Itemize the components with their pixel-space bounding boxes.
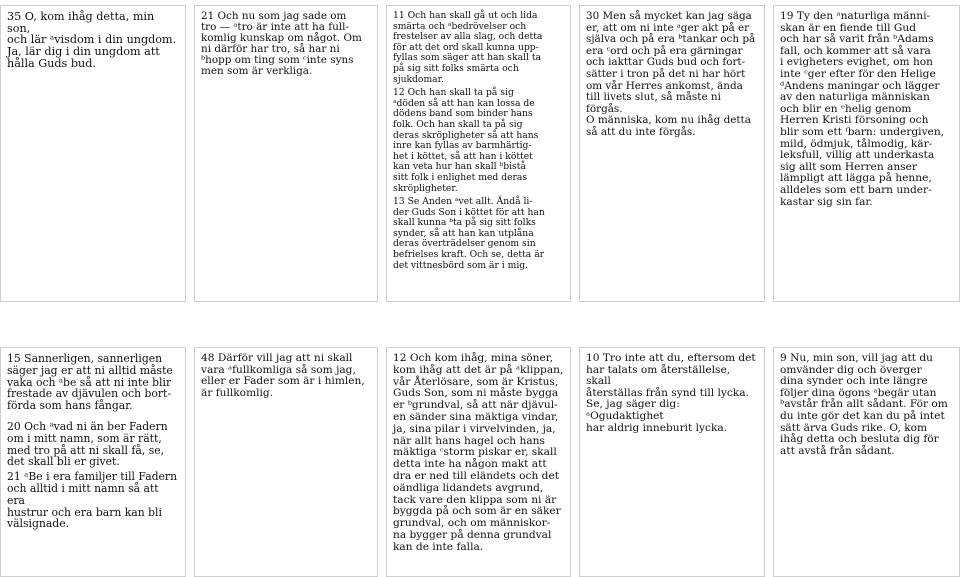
scripture-card-7 [194,347,378,577]
verse-text: 30 Men så mycket kan jag säga er, att om ni inte ᵃger akt på er själva och på era ᵇtankar och på era ᶜord och på era gärningar och iakttar Guds bud och fort- sätter i tron på det ni har hört om vår Herres ankomst, ända till livets slut, så måste ni förgås. O människa, kom nu ihåg detta så att du inte förgås. [586,10,756,138]
verse-text: 21 ᵃBe i era familjer till Fadern och alltid i mitt namn så att era hustrur och era barn kan bli välsignade. [7,470,178,531]
verse-text: 10 Tro inte att du, eftersom det har talats om återställelse, skall återställas från synd till lycka. Se, jag säger dig: ᵃOgudaktighet har aldrig inneburit lycka. [586,352,756,434]
scripture-card-3 [386,5,571,302]
verse-text: 15 Sannerligen, sannerligen säger jag er att ni alltid måste vaka och ᵃbe så att ni inte blir frestade av djävulen och bort- förda som hans fångar. [7,352,173,413]
verse-text: 48 Därför vill jag att ni skall vara ᵃfullkomliga så som jag, eller er Fader som är i himlen, är fullkomlig. [201,352,365,399]
verse-text: 13 Se Anden ᵃvet allt. Ändå li- der Guds Son i köttet för att han skall kunna ᵇta på sig sitt folks synder, så att han kan utplåna deras överträdelser genom sin befrielses kraft. Och se, detta är det vittnesbörd som är i mig. [393,196,545,271]
verse-text: 19 Ty den ᵃnaturliga männi- skan är en fiende till Gud och har så varit från ᵇAdams fall, och kommer att så vara i evigheters evighet, om hon inte ᶜger efter för den Helige ᵈAndens maningar och lägger av den naturliga människan och blir en ᵉhelig genom Herren Kristi försoning och blir som ett ᶠbarn: undergiven, mild, ödmjuk, tålmodig, kär- leksfull, villig att underkasta sig allt som Herren anser lämpligt att lägga på henne, alldeles som ett barn under- kastar sig sin far. [780,10,945,208]
scripture-card-1 [0,5,186,302]
verse-text: 9 Nu, min son, vill jag att du omvänder dig och överger dina synder och inte längre följer dina ögons ᵃbegär utan ᵇavstår från allt sådant. För om du inte gör det kan du på intet sätt ärva Guds rike. O, kom ihåg detta och besluta dig för att avstå från sådant. [780,352,948,457]
scripture-card-8 [386,347,571,577]
scripture-card-5 [773,5,960,302]
scripture-card-6 [0,347,186,577]
scripture-card-2 [194,5,378,302]
scripture-card-10 [773,347,960,577]
verse-text: 35 O, kom ihåg detta, min son, och lär ᵃvisdom i din ungdom. Ja, lär dig i din ungdom att hålla Guds bud. [7,10,177,70]
verse-text: 11 Och han skall gå ut och lida smärta och ᵃbedrövelser och frestelser av alla slag, och detta för att det ord skall kunna upp- fyllas som säger att han skall ta på sig sitt folks smärta och sjukdomar. [393,10,543,85]
scripture-card-9 [579,347,765,577]
verse-text: 12 Och kom ihåg, mina söner, kom ihåg att det är på ᵃklippan, vår Återlösare, som är Kristus, Guds Son, som ni måste bygga er ᵇgrundval, så att när djävul- en sänder sina mäktiga vindar, ja, sina pilar i virvelvinden, ja, när allt hans hagel och hans mäktiga ᶜstorm piskar er, skall detta inte ha någon makt att dra er ned till eländets och det oändliga lidandets avgrund, tack vare den klippa som ni är byggda på och som är en säker grundval, och om människor- na bygger på denna grundval kan de inte falla. [393,352,564,553]
verse-text: 21 Och nu som jag sade om tro — ᵃtro är inte att ha full- komlig kunskap om något. Om ni därför har tro, så har ni ᵇhopp om ting som ᶜinte syns men som är verkliga. [201,10,362,77]
verse-text: 20 Och ᵃvad ni än ber Fadern om i mitt namn, som är rätt, med tro på att ni skall få, se, det skall bli er givet. [7,419,168,469]
scripture-card-4 [579,5,765,302]
verse-text: 12 Och han skall ta på sig ᵃdöden så att han kan lossa de dödens band som binder hans folk. Och han skall ta på sig deras skröpligheter så att hans inre kan fyllas av barmhärtig- het i köttet, så att han i köttet kan veta hur han skall ᵇbistå sitt folk i enlighet med deras skröpligheter. [393,87,539,194]
